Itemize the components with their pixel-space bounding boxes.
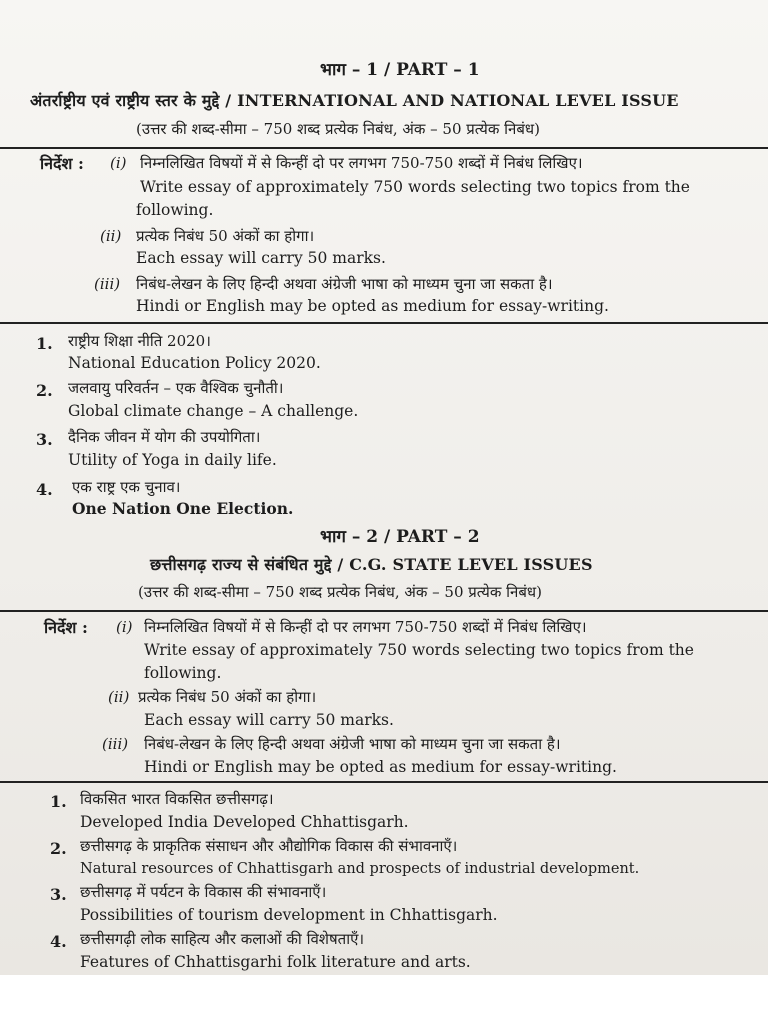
part2-instr-i-marker: (i) bbox=[116, 618, 133, 636]
part2-topic-english: Natural resources of Chhattisgarh and prospects of industrial development. bbox=[80, 861, 640, 877]
part2-topic-hindi: विकसित भारत विकसित छत्तीसगढ़। bbox=[80, 790, 274, 808]
part2-topic-english: Possibilities of tourism development in Chhattisgarh. bbox=[80, 906, 498, 924]
part2-topic-number: 3. bbox=[50, 885, 67, 904]
part1-title: अंतर्राष्ट्रीय एवं राष्ट्रीय स्तर के मुद्दे / INTERNATIONAL AND NATIONAL LEVEL ISSUE bbox=[30, 91, 679, 110]
part1-instr-i-english-cont: following. bbox=[136, 201, 214, 219]
part1-instr-ii-english: Each essay will carry 50 marks. bbox=[136, 249, 386, 267]
page-bottom-margin bbox=[0, 975, 768, 1024]
part2-instr-iii-marker: (iii) bbox=[102, 735, 129, 753]
part2-topic-hindi: छत्तीसगढ़ी लोक साहित्य और कलाओं की विशेषताएँ। bbox=[80, 930, 365, 948]
part2-instr-iii-english: Hindi or English may be opted as medium for essay-writing. bbox=[144, 758, 617, 776]
part1-heading: भाग – 1 / PART – 1 bbox=[320, 60, 480, 80]
part1-topic-hindi: एक राष्ट्र एक चुनाव। bbox=[72, 478, 181, 496]
part2-topic-hindi: छत्तीसगढ़ में पर्यटन के विकास की संभावनाएँ। bbox=[80, 883, 327, 901]
part2-heading: भाग – 2 / PART – 2 bbox=[320, 527, 480, 547]
part2-instructions-label: निर्देश : bbox=[44, 618, 88, 637]
divider bbox=[0, 610, 768, 612]
part1-instr-iii-english: Hindi or English may be opted as medium for essay-writing. bbox=[136, 297, 609, 315]
part2-instr-i-english-cont: following. bbox=[144, 664, 222, 682]
part2-instr-ii-english: Each essay will carry 50 marks. bbox=[144, 711, 394, 729]
divider bbox=[0, 322, 768, 324]
divider bbox=[0, 781, 768, 783]
part2-topic-number: 1. bbox=[50, 792, 67, 811]
part2-instr-ii-marker: (ii) bbox=[108, 688, 130, 706]
part1-topic-number: 1. bbox=[36, 334, 53, 353]
part1-instr-ii-hindi: प्रत्येक निबंध 50 अंकों का होगा। bbox=[136, 227, 315, 245]
part2-topic-english: Features of Chhattisgarhi folk literature and arts. bbox=[80, 953, 471, 971]
part2-instr-i-english: Write essay of approximately 750 words selecting two topics from the bbox=[144, 641, 694, 659]
part1-topic-hindi: दैनिक जीवन में योग की उपयोगिता। bbox=[68, 428, 261, 446]
part1-instr-i-marker: (i) bbox=[110, 154, 127, 172]
part1-instr-ii-marker: (ii) bbox=[100, 227, 122, 245]
part2-instr-iii-hindi: निबंध-लेखन के लिए हिन्दी अथवा अंग्रेजी भाषा को माध्यम चुना जा सकता है। bbox=[144, 735, 561, 753]
part1-instr-iii-hindi: निबंध-लेखन के लिए हिन्दी अथवा अंग्रेजी भाषा को माध्यम चुना जा सकता है। bbox=[136, 275, 553, 293]
part1-topic-english: Utility of Yoga in daily life. bbox=[68, 451, 277, 469]
part1-topic-number: 2. bbox=[36, 381, 53, 400]
divider bbox=[0, 147, 768, 149]
part1-topic-english: Global climate change – A challenge. bbox=[68, 402, 359, 420]
part2-title: छत्तीसगढ़ राज्य से संबंधित मुद्दे / C.G. STATE LEVEL ISSUES bbox=[150, 555, 593, 574]
part2-instr-i-hindi: निम्नलिखित विषयों में से किन्हीं दो पर लगभग 750-750 शब्दों में निबंध लिखिए। bbox=[144, 618, 587, 636]
part1-topic-english: One Nation One Election. bbox=[72, 499, 294, 518]
part1-topic-hindi: राष्ट्रीय शिक्षा नीति 2020। bbox=[68, 332, 211, 350]
part2-instr-ii-hindi: प्रत्येक निबंध 50 अंकों का होगा। bbox=[138, 688, 317, 706]
part2-topic-english: Developed India Developed Chhattisgarh. bbox=[80, 813, 409, 831]
part1-instr-i-english: Write essay of approximately 750 words selecting two topics from the bbox=[140, 178, 690, 196]
part1-instr-i-hindi: निम्नलिखित विषयों में से किन्हीं दो पर लगभग 750-750 शब्दों में निबंध लिखिए। bbox=[140, 154, 583, 172]
part2-note: (उत्तर की शब्द-सीमा – 750 शब्द प्रत्येक निबंध, अंक – 50 प्रत्येक निबंध) bbox=[138, 583, 542, 601]
part1-topic-number: 4. bbox=[36, 480, 53, 499]
part1-topic-number: 3. bbox=[36, 430, 53, 449]
part1-instructions-label: निर्देश : bbox=[40, 154, 84, 173]
part2-topic-number: 2. bbox=[50, 839, 67, 858]
part1-topic-english: National Education Policy 2020. bbox=[68, 354, 321, 372]
part2-topic-hindi: छत्तीसगढ़ के प्राकृतिक संसाधन और औद्योगिक विकास की संभावनाएँ। bbox=[80, 837, 458, 855]
part2-topic-number: 4. bbox=[50, 932, 67, 951]
part1-topic-hindi: जलवायु परिवर्तन – एक वैश्विक चुनौती। bbox=[68, 379, 284, 397]
part1-instr-iii-marker: (iii) bbox=[94, 275, 121, 293]
part1-note: (उत्तर की शब्द-सीमा – 750 शब्द प्रत्येक निबंध, अंक – 50 प्रत्येक निबंध) bbox=[136, 120, 540, 138]
